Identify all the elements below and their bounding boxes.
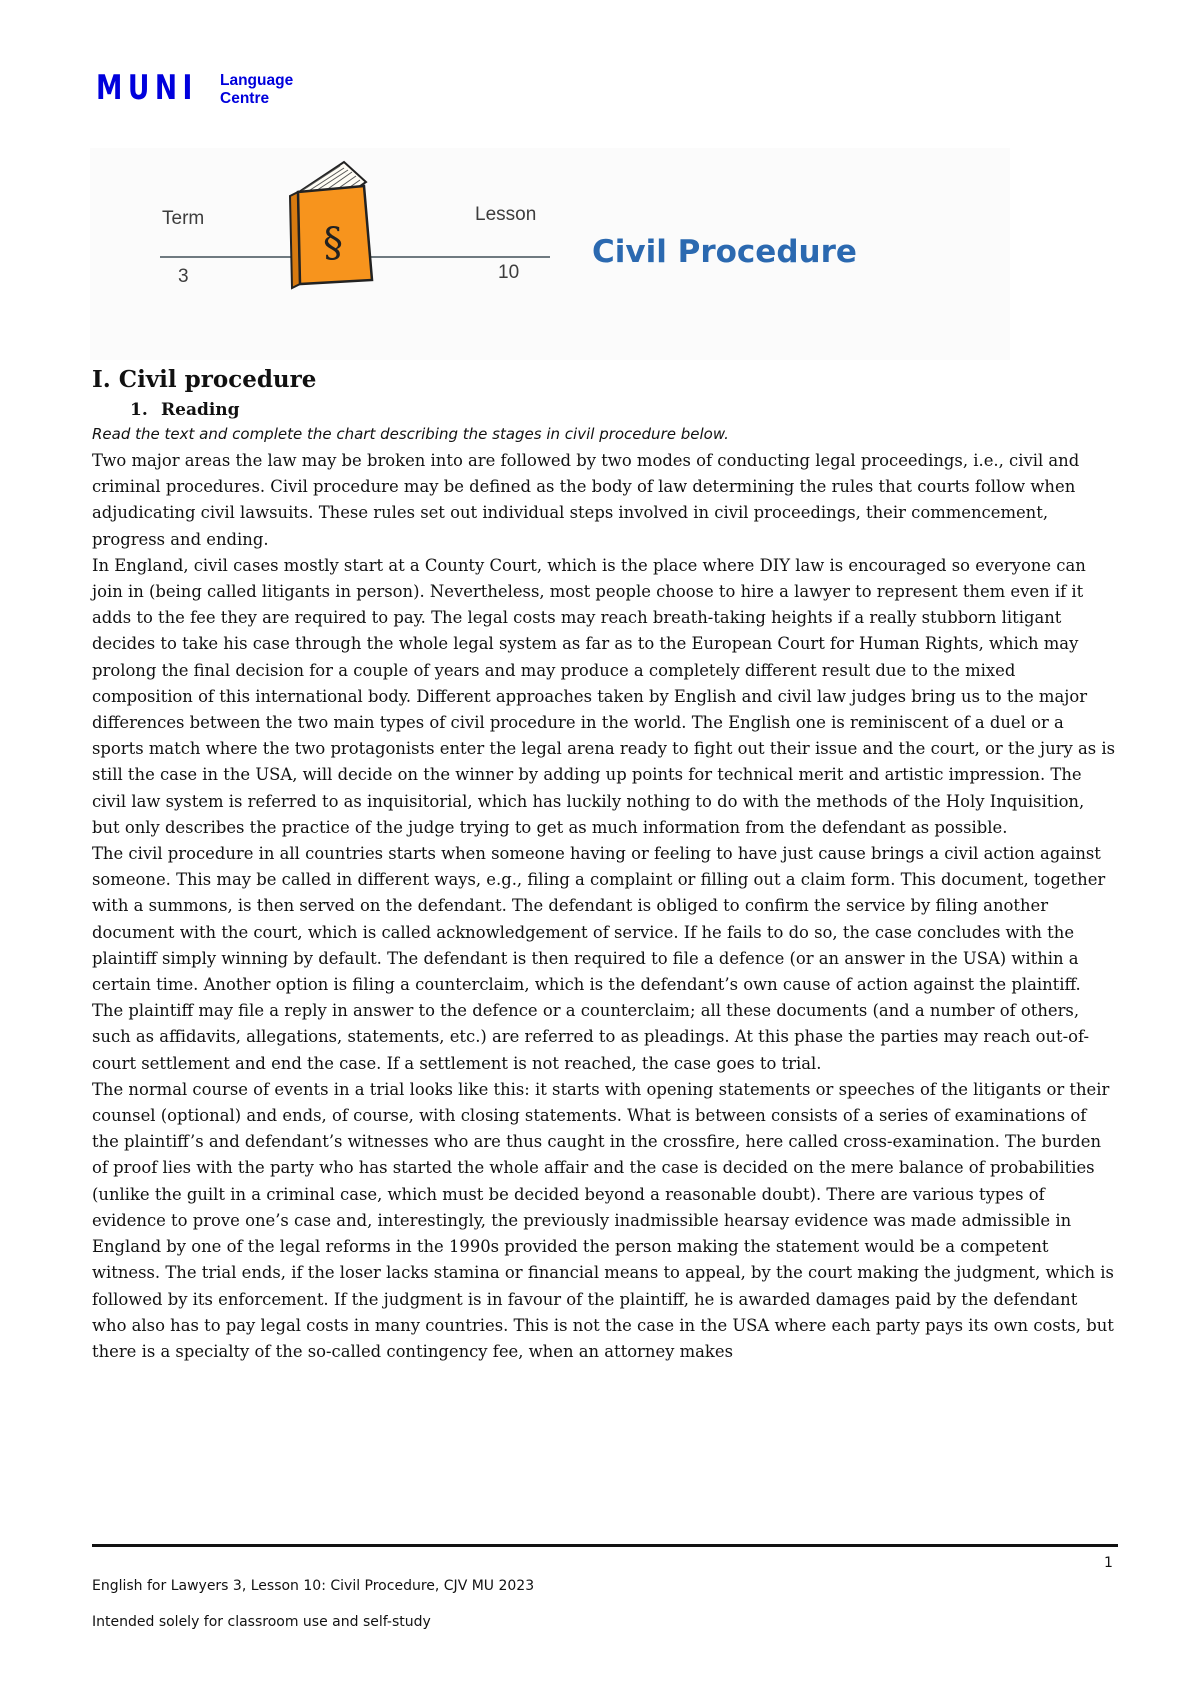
book-symbol: §	[323, 220, 343, 266]
page-number: 1	[1104, 1555, 1113, 1571]
term-value: 3	[178, 266, 189, 287]
logo-line-2: Centre	[220, 90, 270, 107]
lesson-banner	[90, 148, 1010, 360]
logo-language-centre	[220, 72, 293, 108]
footer-rule	[92, 1544, 1118, 1547]
paragraph: The civil procedure in all countries starts when someone having or feeling to have just cause brings a civil action against someone. This may be called in different ways, e.g., filing a complaint or filling out a claim form. This document, together with a summons, is then served on the defendant. The defendant is obliged to confirm the service by filing another document with the court, which is called acknowledgement of service. If he fails to do so, the case concludes with the plaintiff simply winning by default. The defendant is then required to file a defence (or an answer in the USA) within a certain time. Another option is filing a counterclaim, which is the defendant’s own cause of action against the plaintiff. The plaintiff may file a reply in answer to the defence or a counterclaim; all these documents (and a number of others, such as affidavits, allegations, statements, etc.) are referred to as pleadings. At this phase the parties may reach out-of-court settlement and end the case. If a settlement is not reached, the case goes to trial.	[92, 844, 1106, 1073]
subsection-heading	[130, 400, 240, 420]
footer-course-line: English for Lawyers 3, Lesson 10: Civil Procedure, CJV MU 2023	[92, 1578, 535, 1594]
logo-line-1: Language	[220, 72, 294, 89]
paragraph: The normal course of events in a trial looks like this: it starts with opening statements or speeches of the litigants or their counsel (optional) and ends, of course, with closing statements. What is between consists of a series of examinations of the plaintiff’s and defendant’s witnesses who are thus caught in the crossfire, here called cross-examination. The burden of proof lies with the party who has started the whole affair and the case is decided on the mere balance of probabilities (unlike the guilt in a criminal case, which must be decided beyond a reasonable doubt). There are various types of evidence to prove one’s case and, interestingly, the previously inadmissible hearsay evidence was made admissible in England by one of the legal reforms in the 1990s provided the person making the statement would be a competent witness. The trial ends, if the loser lacks stamina or financial means to appeal, by the court making the judgment, which is followed by its enforcement. If the judgment is in favour of the plaintiff, he is awarded damages paid by the defendant who also has to pay legal costs in many countries. This is not the case in the USA where each party pays its own costs, but there is a specialty of the so-called contingency fee, when an attorney makes	[92, 1079, 1114, 1361]
subsection-number: 1.	[130, 400, 148, 420]
subsection-title: Reading	[161, 400, 240, 420]
section-heading: I. Civil procedure	[92, 366, 317, 393]
reading-text	[92, 448, 1116, 1365]
footer-usage-line: Intended solely for classroom use and self-study	[92, 1614, 431, 1630]
logo-muni-text: MUNI	[96, 68, 198, 108]
term-label: Term	[162, 208, 205, 229]
paragraph: Two major areas the law may be broken into are followed by two modes of conducting legal proceedings, i.e., civil and criminal procedures. Civil procedure may be defined as the body of law determining the rules that courts follow when adjudicating civil lawsuits. These rules set out individual steps involved in civil proceedings, their commencement, progress and ending.	[92, 451, 1080, 549]
paragraph: In England, civil cases mostly start at a County Court, which is the place where DIY law is encouraged so everyone can join in (being called litigants in person). Nevertheless, most people choose to hire a lawyer to represent them even if it adds to the fee they are required to pay. The legal costs may reach breath-taking heights if a really stubborn litigant decides to take his case through the whole legal system as far as to the European Court for Human Rights, which may prolong the final decision for a couple of years and may produce a completely different result due to the mixed composition of this international body. Different approaches taken by English and civil law judges bring us to the major differences between the two main types of civil procedure in the world. The English one is reminiscent of a duel or a sports match where the two protagonists enter the legal arena ready to fight out their issue and the court, or the jury as is still the case in the USA, will decide on the winner by adding up points for technical merit and artistic impression. The civil law system is referred to as inquisitorial, which has luckily nothing to do with the methods of the Holy Inquisition, but only describes the practice of the judge trying to get as much information from the defendant as possible.	[92, 555, 1115, 837]
banner-title: Civil Procedure	[592, 234, 857, 270]
lesson-value: 10	[498, 262, 520, 283]
reading-instruction: Read the text and complete the chart describing the stages in civil procedure below.	[92, 425, 729, 443]
book-icon	[274, 156, 394, 296]
lesson-label: Lesson	[475, 204, 537, 225]
